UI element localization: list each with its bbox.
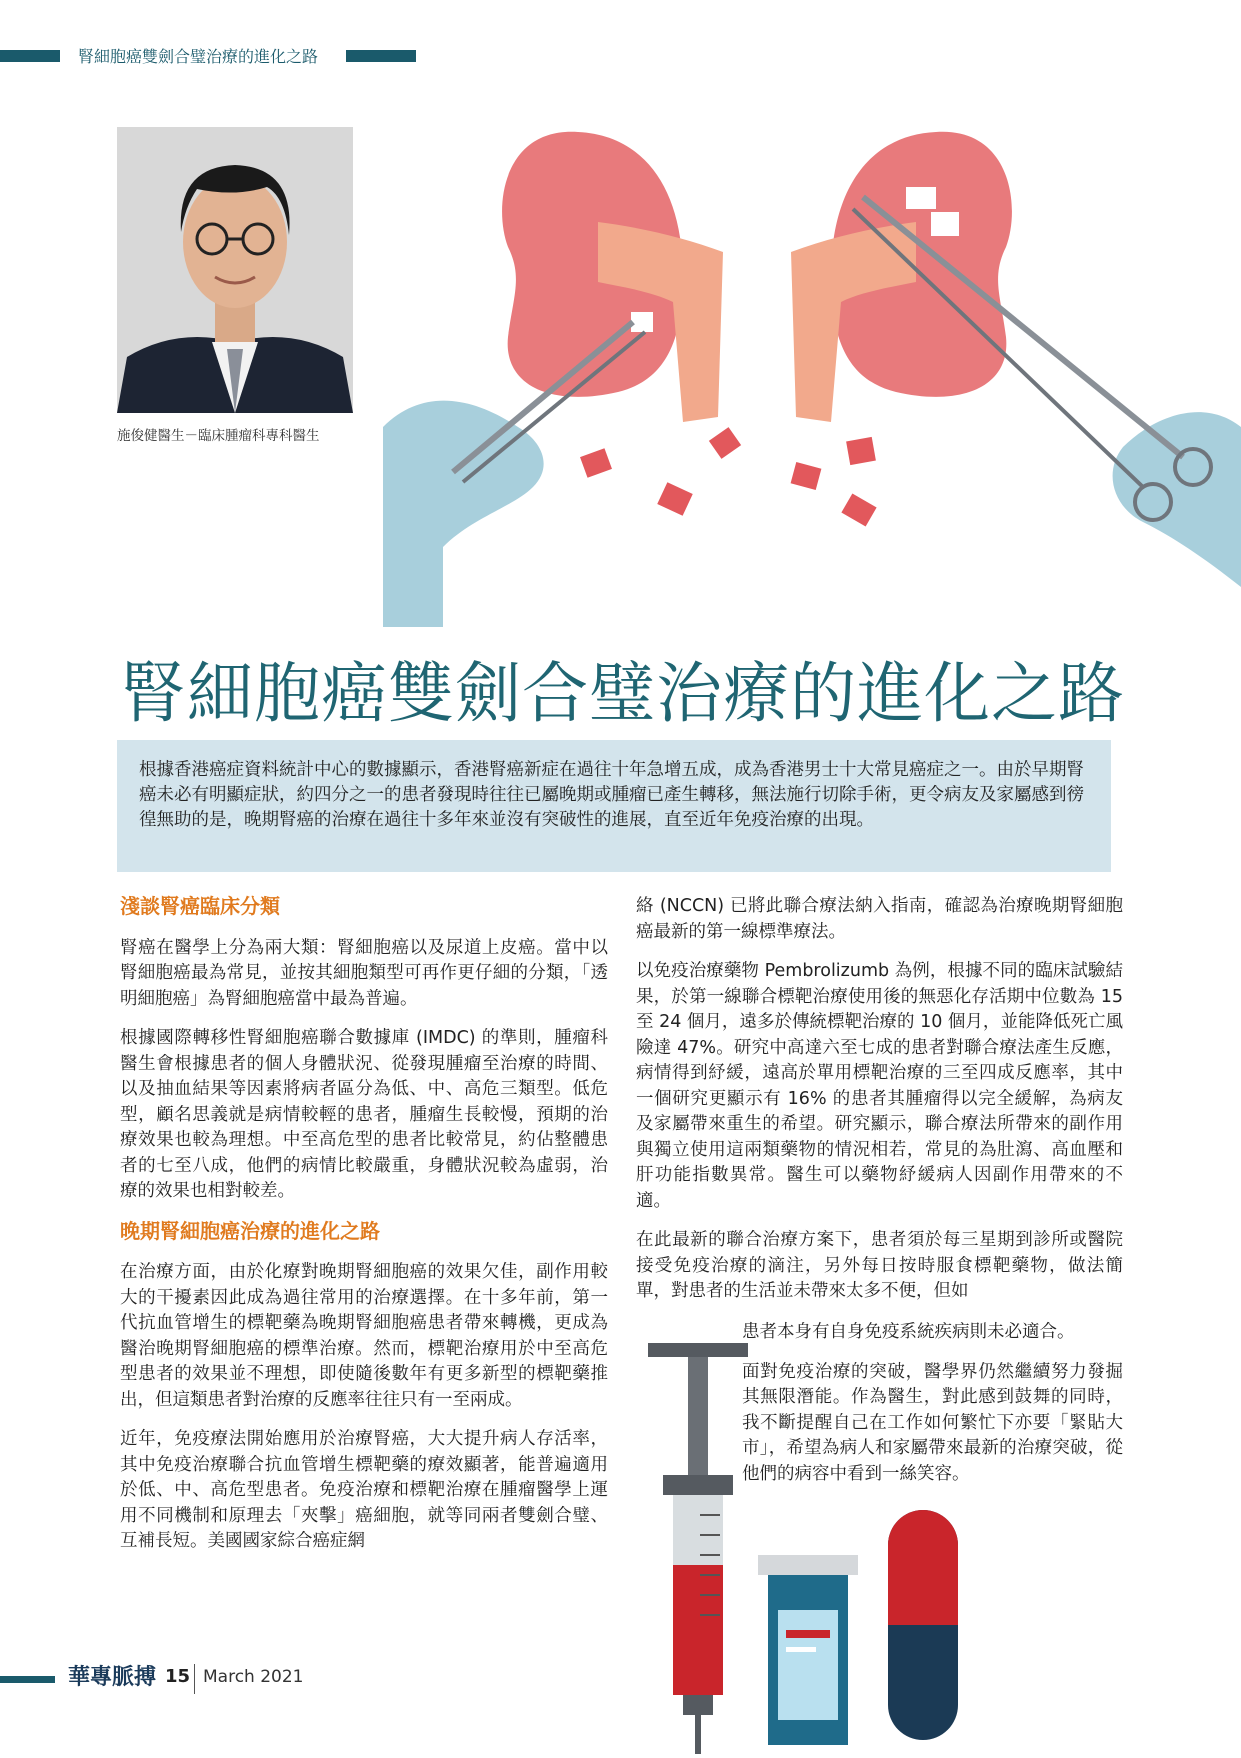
intro-text: 根據香港癌症資料統計中心的數據顯示，香港腎癌新症在過往十年急增五成，成為香港男士十大常見癌症之一。由於早期腎癌未必有明顯症狀，約四分之一的患者發現時往往已屬晚期或腫瘤已產生轉移，無法施行切除手術，更令病友及家屬感到徬徨無助的是，晚期腎癌的治療在過往十多年來並沒有突破性的進展，直至近年免疫治療的出現。 [139,760,1084,830]
header-bar-right [346,50,416,62]
section-heading-evolution: 晚期腎細胞癌治療的進化之路 [120,1218,380,1243]
article-title: 腎細胞癌雙劍合璧治療的進化之路 [120,655,1125,732]
running-title: 腎細胞癌雙劍合璧治療的進化之路 [78,47,319,66]
paragraph: 以免疫治療藥物 Pembrolizumb 為例，根據不同的臨床試驗結果，於第一線聯合標靶治療使用後的無惡化存活期中位數為 15 至 24 個月，遠多於傳統標靶治療的 10 個月，並能降低死亡風險達 47%。研究中高達六至七成的患者對聯合療法產生反應，病情得到紓緩，遠高於單用標靶治療的三至四成反應率，其中一個研究更顯示有 16% 的患者其腫瘤得以完全緩解，為病友及家屬帶來重生的希望。研究顯示，聯合療法所帶來的副作用與獨立使用這兩類藥物的情況相若，常見的為肚瀉、高血壓和肝功能指數異常。醫生可以藥物紓緩病人因副作用帶來的不適。 [636,961,1123,1211]
intro-box [117,740,1111,872]
page-number: 15 [165,1666,191,1687]
paragraph: 患者本身有自身免疫系統疾病則未必適合。 [742,1322,1075,1342]
column-left [120,894,608,1569]
paragraph: 在治療方面，由於化療對晚期腎細胞癌的效果欠佳，副作用較大的干擾素因此成為過往常用的治療選擇。在十多年前，第一代抗血管增生的標靶藥為晚期腎細胞癌患者帶來轉機，更成為醫治晚期腎細胞癌的標準治療。然而，標靶治療用於中至高危型患者的效果並不理想，即使隨後數年有更多新型的標靶藥推出，但這類患者對治療的反應率往往只有一至兩成。 [120,1262,608,1410]
footer-separator [194,1664,195,1694]
paragraph: 絡 (NCCN) 已將此聯合療法納入指南，確認為治療晚期腎細胞癌最新的第一線標準療法。 [636,896,1123,942]
column-right [636,894,1123,1305]
kidney-puzzle-illustration [383,127,1241,627]
header-bar-left [0,50,60,62]
footer-bar [0,1676,55,1683]
paragraph: 在此最新的聯合治療方案下，患者須於每三星期到診所或醫院接受免疫治療的滴注，另外每日按時服食標靶藥物，做法簡單，對患者的生活並未帶來太多不便，但如 [636,1230,1123,1301]
doctor-portrait [117,127,353,413]
magazine-logo: 華專脈搏 [68,1664,157,1690]
section-heading-classification: 淺談腎癌臨床分類 [120,894,280,918]
paragraph: 根據國際轉移性腎細胞癌聯合數據庫 (IMDC) 的準則，腫瘤科醫生會根據患者的個人身體狀況、從發現腫瘤至治療的時間、以及抽血結果等因素將病者區分為低、中、高危三類型。低危型，顧名思義就是病情較輕的患者，腫瘤生長較慢，預期的治療效果也較為理想。中至高危型的患者比較常見，約佔整體患者的七至八成，他們的病情比較嚴重，身體狀況較為虛弱，治療的效果也相對較差。 [120,1028,608,1201]
paragraph: 面對免疫治療的突破，醫學界仍然繼續努力發掘其無限潛能。作為醫生，對此感到鼓舞的同時，我不斷提醒自己在工作如何繁忙下亦要「緊貼大市」，希望為病人和家屬帶來最新的治療突破，從他們的病容中看到一絲笑容。 [742,1361,1123,1484]
portrait-caption: 施俊健醫生－臨床腫瘤科專科醫生 [117,428,320,444]
paragraph: 近年，免疫療法開始應用於治療腎癌，大大提升病人存活率，其中免疫治療聯合抗血管增生標靶藥的療效顯著，能普遍適用於低、中、高危型患者。免疫治療和標靶治療在腫瘤醫學上運用不同機制和原理去「夾擊」癌細胞，就等同兩者雙劍合璧、互補長短。美國國家綜合癌症網 [120,1429,608,1551]
issue-date: March 2021 [203,1667,304,1687]
paragraph: 腎癌在醫學上分為兩大類：腎細胞癌以及尿道上皮癌。當中以腎細胞癌最為常見，並按其細胞類型可再作更仔細的分類，「透明細胞癌」為腎細胞癌當中最為普遍。 [120,937,608,1009]
medicine-illustration [628,1335,973,1754]
